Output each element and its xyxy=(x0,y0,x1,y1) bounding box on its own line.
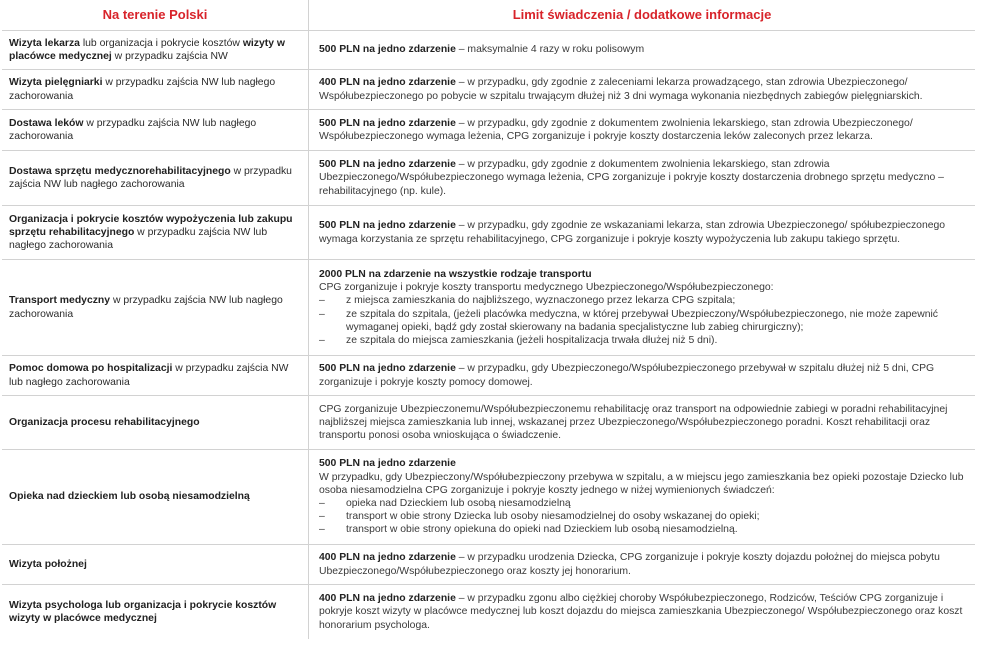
service-name: Wizyta położnej xyxy=(9,558,87,570)
service-name: Organizacja procesu rehabilitacyjnego xyxy=(9,416,200,428)
service-name: Dostawa leków w przypadku zajścia NW lub nagłego zachorowania xyxy=(9,117,257,142)
service-limit: 500 PLN na jedno zdarzenie – w przypadku, gdy zgodnie z dokumentem zwolnienia lekarskiego, stan zdrowia Ubezpieczonego/Współubezpieczonego wymaga leżenia, CPG zorganizuje i pokryje koszty dostarczenia drobnego sprzętu medyczno – rehabilitacyjnego (np. kule). xyxy=(308,151,975,205)
service-name: Opieka nad dzieckiem lub osobą niesamodzielną xyxy=(9,491,250,503)
service-limit: 500 PLN na jedno zdarzenie – maksymalnie 4 razy w roku polisowym xyxy=(308,31,975,69)
service-limit xyxy=(308,260,975,355)
list-item: – transport w obie strony opiekuna do opieki nad Dzieckiem lub osobą niesamodzielną. xyxy=(319,523,967,536)
list-item: – z miejsca zamieszkania do najbliższego, wyznaczonego przez lekarza CPG szpitala; xyxy=(319,294,967,307)
list-item: – transport w obie strony Dziecka lub osoby niesamodzielnej do osoby wskazanej do opieki; xyxy=(319,510,967,523)
service-limit: 500 PLN na jedno zdarzenie – w przypadku, gdy Ubezpieczonego/Współubezpieczonego przebywał w szpitalu dłużej niż 5 dni, CPG zorganizuje i pokryje koszty pomocy domowej. xyxy=(308,356,975,395)
list-item: – opieka nad Dzieckiem lub osobą niesamodzielną xyxy=(319,497,967,510)
service-limit: 400 PLN na jedno zdarzenie – w przypadku zgonu albo ciężkiej choroby Współubezpieczonego, Rodziców, Teściów CPG zorganizuje i pokryje koszt wizyty w placówce medycznej lub koszt dojazdu do miejsca zamieszkania Ubezpieczonego/ Współubezpieczonego oraz koszt honorarium psychologa. xyxy=(308,585,975,639)
table-row xyxy=(2,356,975,396)
service-name: Transport medyczny w przypadku zajścia NW lub nagłego zachorowania xyxy=(9,295,283,320)
table-row xyxy=(2,396,975,450)
table-row xyxy=(2,110,975,151)
limit-intro: W przypadku, gdy Ubezpieczony/Współubezpieczony przebywa w szpitalu, a w miejscu jego zamieszkania bez opieki pozostaje Dziecko lub osoba niesamodzielna CPG zorganizuje i pokryje koszty jednego w niżej wymienionych świadczeń: xyxy=(319,471,964,496)
service-name: Wizyta lekarza lub organizacja i pokrycie kosztów wizyty w placówce medycznej w przypadku zajścia NW xyxy=(9,37,285,62)
limit-heading: 2000 PLN na zdarzenie na wszystkie rodzaje transportu xyxy=(319,268,592,280)
benefits-table xyxy=(2,0,975,639)
table-header xyxy=(2,0,975,31)
header-limit: Limit świadczenia / dodatkowe informacje xyxy=(308,0,975,30)
limit-list xyxy=(319,294,967,347)
table-row xyxy=(2,31,975,70)
service-name: Pomoc domowa po hospitalizacji w przypadku zajścia NW lub nagłego zachorowania xyxy=(9,363,289,388)
table-row xyxy=(2,260,975,356)
service-limit: 400 PLN na jedno zdarzenie – w przypadku urodzenia Dziecka, CPG zorganizuje i pokryje koszty dojazdu położnej do miejsca pobytu Ubezpieczonego/Współubezpieczonego oraz koszty jej honorarium. xyxy=(308,545,975,584)
service-limit: 500 PLN na jedno zdarzenie – w przypadku, gdy zgodnie ze wskazaniami lekarza, stan zdrowia Ubezpieczonego/ spółubezpieczonego wymaga korzystania ze sprzętu rehabilitacyjnego, CPG zorganizuje i pokryje koszty wypożyczenia lub zakupu takiego sprzętu. xyxy=(308,206,975,259)
service-limit xyxy=(308,450,975,544)
table-row xyxy=(2,70,975,110)
list-item: – ze szpitala do miejsca zamieszkania (jeżeli hospitalizacja trwała dłużej niż 5 dni). xyxy=(319,334,967,347)
service-limit: 500 PLN na jedno zdarzenie – w przypadku, gdy zgodnie z dokumentem zwolnienia lekarskiego, stan zdrowia Ubezpieczonego/ Współubezpieczonego wymaga leżenia, CPG zorganizuje i pokryje koszty dostarczenia leków zaleconych przez lekarza. xyxy=(308,110,975,150)
limit-heading: 500 PLN na jedno zdarzenie xyxy=(319,458,456,470)
list-item: – ze szpitala do szpitala, (jeżeli placówka medyczna, w której przebywał Ubezpieczony/Współubezpieczonego, nie może zapewnić wymaganej opieki, bądź gdy został skierowany na badania specjalistyczne lub zabieg chirurgiczny); xyxy=(319,308,967,334)
service-name: Wizyta psychologa lub organizacja i pokrycie kosztów wizyty w placówce medycznej xyxy=(9,599,277,624)
limit-list xyxy=(319,497,967,537)
limit-intro: CPG zorganizuje i pokryje koszty transportu medycznego Ubezpieczonego/Współubezpieczonego: xyxy=(319,282,774,294)
table-row xyxy=(2,450,975,545)
table-row xyxy=(2,545,975,585)
table-row xyxy=(2,585,975,639)
table-row xyxy=(2,151,975,206)
service-name: Organizacja i pokrycie kosztów wypożyczenia lub zakupu sprzętu rehabilitacyjnego w przypadku zajścia NW lub nagłego zachorowania xyxy=(9,213,293,252)
service-name: Wizyta pielęgniarki w przypadku zajścia NW lub nagłego zachorowania xyxy=(9,77,276,102)
service-name: Dostawa sprzętu medycznorehabilitacyjnego w przypadku zajścia NW lub nagłego zachorowania xyxy=(9,165,292,190)
header-region: Na terenie Polski xyxy=(102,7,208,22)
service-limit: 400 PLN na jedno zdarzenie – w przypadku, gdy zgodnie z zaleceniami lekarza prowadzącego, stan zdrowia Ubezpieczonego/ Współubezpieczonego po pobycie w szpitalu trwającym dłużej niż 3 dni wymaga wykonania niezbędnych zabiegów pielęgniarskich. xyxy=(308,70,975,109)
table-row xyxy=(2,206,975,260)
service-limit: CPG zorganizuje Ubezpieczonemu/Współubezpieczonemu rehabilitację oraz transport na odpowiednie zabiegi w poradni rehabilitacyjnej najbliższej miejsca zamieszkania lub innej, wskazanej przez Ubezpieczonego/Współubezpieczonego poradni. Koszt rehabilitacji oraz transportu ponosi osoba wnioskująca o świadczenie. xyxy=(308,396,975,449)
